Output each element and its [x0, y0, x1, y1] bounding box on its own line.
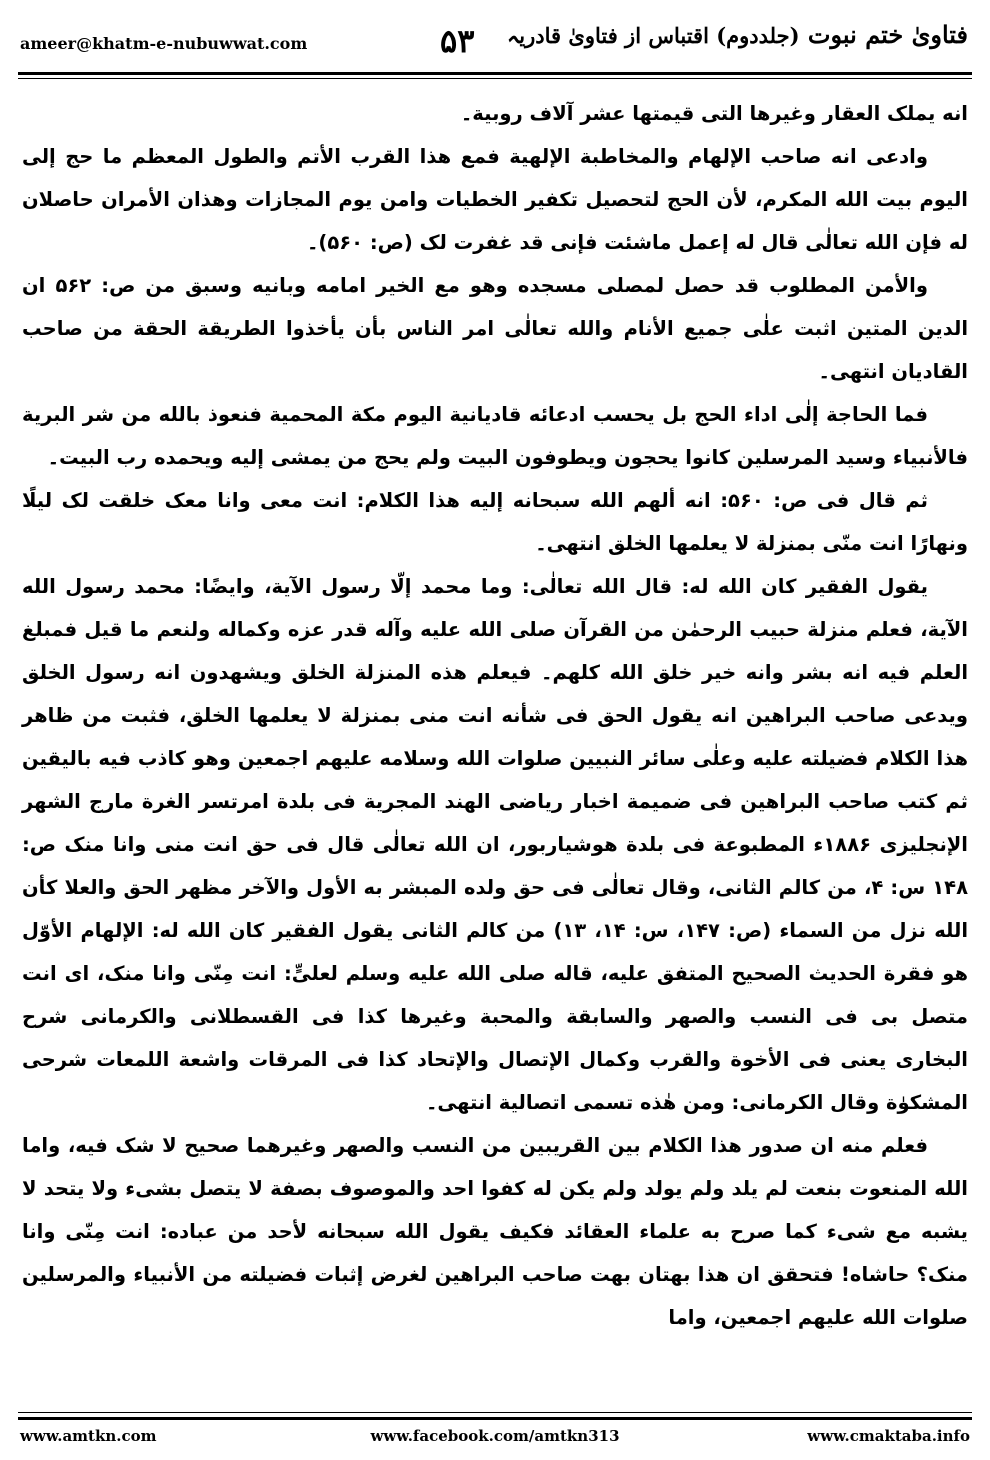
footer-rule-thin	[18, 1412, 972, 1413]
paragraph: فما الحاجة إلٰی اداء الحج بل يحسب ادعائه قاديانية اليوم مکة المحمية فنعوذ بالله من شر البرية فالأنبياء وسيد المرسلين کانوا يحجون ويطوفون البيت ولم يحج من يمشی إليه ويحمده رب البيت۔	[22, 403, 968, 469]
footer-link-cmaktaba: www.cmaktaba.info	[807, 1427, 970, 1445]
page-body	[22, 92, 968, 1339]
paragraph: ثم قال فی ص: ۵۶۰: انه ألهم الله سبحانه إليه هذا الکلام: انت معی وانا معک خلقت لک ليلًا ونهارًا انت منّی بمنزلة لا يعلمها الخلق انتهی۔	[22, 489, 968, 555]
header-email: ameer@khatm-e-nubuwwat.com	[20, 34, 308, 53]
page-number: ۵۳	[440, 22, 475, 60]
paragraph: يقول الفقير کان الله له: قال الله تعالٰی: وما محمد إلّا رسول الآية، وايضًا: محمد رسول الله الآية، فعلم منزلة حبيب الرحمٰن من القرآن صلی الله عليه وآله قدر عزه وکماله ولنعم ما قيل فمبلغ العلم فيه انه بشر وانه خير خلق الله کلهم۔ فيعلم هذه المنزلة الخلق ويشهدون انه رسول الخلق ويدعی صاحب البراهين انه يقول الحق فی شأنه انت منی بمنزلة لا يعلمها الخلق، فثبت من ظاهر هذا الکلام فضيلته عليه وعلٰی سائر النبيين صلوات الله وسلامه عليهم اجمعين وهو کاذب فيه باليقين ثم کتب صاحب البراهين فی ضميمة اخبار رياضی الهند المجرية فی بلدة امرتسر الغرة مارج الشهر الإنجليزی ۱۸۸۶ء المطبوعة فی بلدة هوشياربور، ان الله تعالٰی قال فی حق انت منی وانا منک ص: ۱۴۸ س: ۴، من کالم الثانی، وقال تعالٰی فی حق ولده المبشر به الأول والآخر مظهر الحق والعلا کأن الله نزل من السماء (ص: ۱۴۷، س: ۱۴، ۱۳) من کالم الثانی يقول الفقير کان الله له: الإلهام الأوّل هو فقرة الحديث الصحيح المتفق عليه، قاله صلی الله عليه وسلم لعلیٍّ: انت مِنّی وانا منک، ای انت متصل بی فی النسب والصهر والسابقة والمحبة وغيرها کذا فی القسطلانی والکرمانی شرح البخاری يعنی فی الأخوة والقرب وکمال الإتصال والإتحاد کذا فی المرقات واشعة اللمعات شرحی المشکوٰة وقال الکرمانی: ومن هٰذه تسمی اتصالية انتهی۔	[22, 575, 969, 1114]
footer-link-facebook: www.facebook.com/amtkn313	[370, 1427, 620, 1445]
book-title: فتاویٰ ختم نبوت	[807, 20, 968, 49]
page-footer	[18, 1427, 972, 1451]
footer-link-amtkn: www.amtkn.com	[20, 1427, 157, 1445]
header-rule-thin	[18, 78, 972, 79]
page-header	[18, 14, 972, 64]
volume-note: (جلددوم) اقتباس از فتاویٰ قادریہ	[507, 23, 800, 48]
paragraph: والأمن المطلوب قد حصل لمصلی مسجده وهو مع الخير امامه وبانيه وسبق من ص: ۵۶۲ ان الدين المتين اثبت علٰی جميع الأنام والله تعالٰی امر الناس بأن يأخذوا الطريقة الحقة من صاحب القاديان انتهی۔	[22, 274, 968, 383]
paragraph: فعلم منه ان صدور هذا الکلام بين القريبين من النسب والصهر وغيرهما صحيح لا شک فيه، واما الله المنعوت بنعت لم يلد ولم يولد ولم يکن له کفوا احد والموصوف بصفة لا يتصل بشیء ولا يتحد لا يشبه مع شیء کما صرح به علماء العقائد فکيف يقول الله سبحانه لأحد من عباده: انت مِنّی وانا منک؟ حاشاه! فتحقق ان هذا بهتان بهت صاحب البراهين لغرض إثبات فضيلته من الأنبياء والمرسلين صلوات الله عليهم اجمعين، واما	[22, 1134, 968, 1329]
book-title-line	[507, 20, 968, 49]
header-rule-thick	[18, 72, 972, 75]
paragraph: انه يملک العقار وغيرها التی قيمتها عشر آلاف روبية۔	[460, 102, 968, 125]
footer-rule-thick	[18, 1417, 972, 1420]
paragraph: وادعی انه صاحب الإلهام والمخاطبة الإلهية فمع هذا القرب الأتم والطول المعظم ما حج إلی اليوم بيت الله المکرم، لأن الحج لتحصيل تکفير الخطيات وامن يوم المجازات وهذان الأمران حاصلان له فإن الله تعالٰی قال له إعمل ماشئت فإنی قد غفرت لک (ص: ۵۶۰)۔	[22, 145, 968, 254]
